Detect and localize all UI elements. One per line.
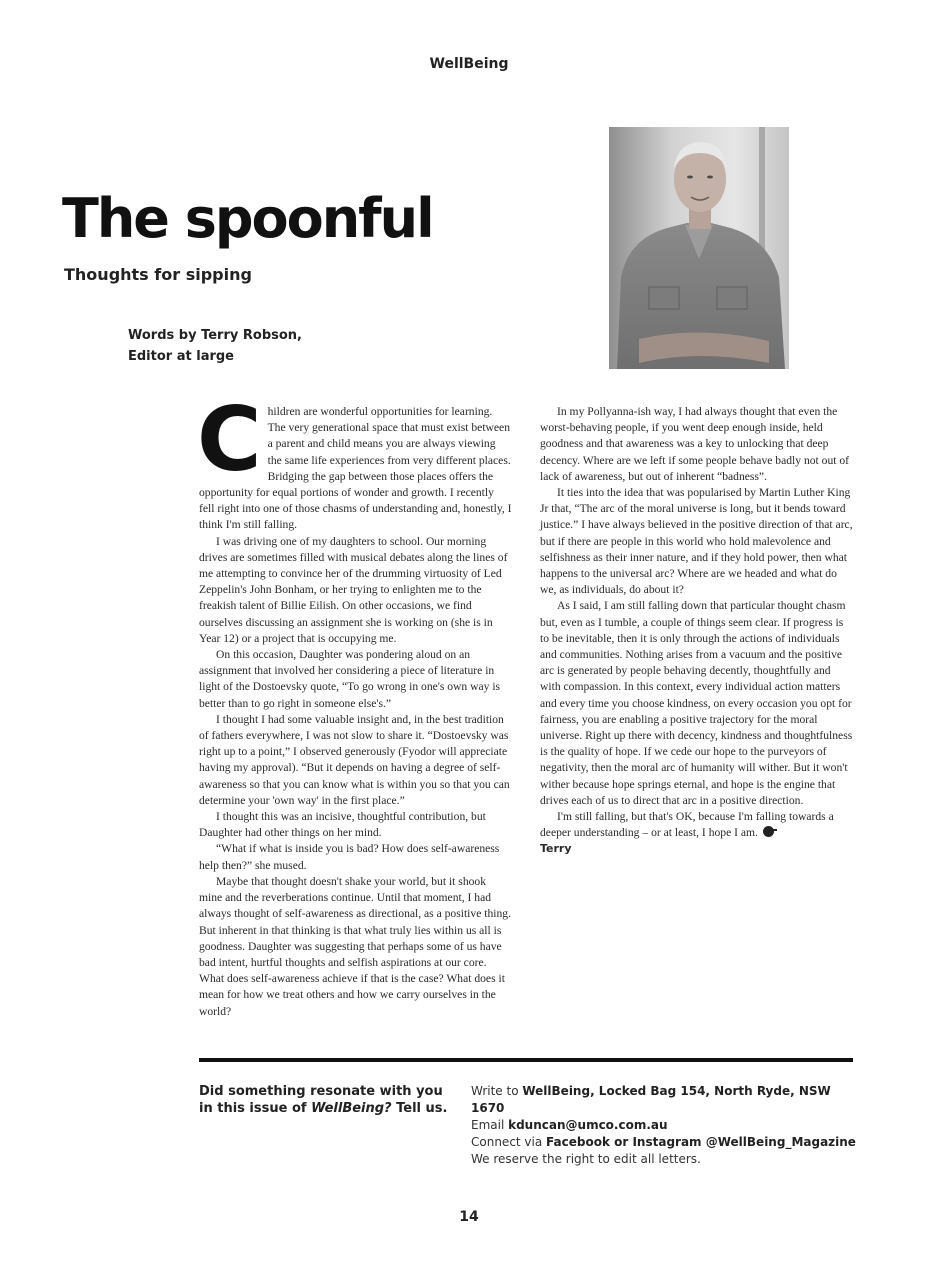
article-paragraph: It ties into the idea that was popularised by Martin Luther King Jr that, “The arc of the moral universe is long, but it bends toward justice.” I have always believed in the positive direction of that arc, but if there are people in this world who hold malevolence and selfishness as their inner nature, and if they hold power, then what happens to the universal arc? Where are we headed and what do we, as individuals, do about it? bbox=[540, 486, 853, 597]
byline-role: Editor at large bbox=[128, 349, 234, 364]
article-paragraph: On this occasion, Daughter was pondering aloud on an assignment that involved her considering a piece of literature in light of the Dostoevsky quote, “To go wrong in one's own way is better than to go right in someone else's.” bbox=[199, 648, 501, 710]
article-paragraph: I thought this was an incisive, thoughtful contribution, but Daughter had other things on her mind. bbox=[199, 810, 486, 840]
letters-contact-info bbox=[471, 1083, 861, 1168]
article-paragraph: I thought I had some valuable insight and, in the best tradition of fathers everywhere, I was not slow to share it. “Dostoevsky was right up to a point,” I observed generously (Fyodor will appreciate having my approval). “But it depends on having a degree of self-awareness so that you can know what is within you so that you can determine your 'own way' in the first place.” bbox=[199, 712, 510, 807]
signoff-icon bbox=[763, 826, 774, 837]
social-link[interactable]: Facebook or Instagram @WellBeing_Magazine bbox=[546, 1135, 856, 1149]
social-line: Connect via Facebook or Instagram @WellBeing_Magazine bbox=[471, 1135, 856, 1149]
magazine-name: WellBeing? bbox=[311, 1101, 392, 1116]
article-paragraph: As I said, I am still falling down that particular thought chasm but, even as I tumble, a couple of things seem clear. If progress is to be inevitable, then it is only through the actions of individuals and communities. Nothing arises from a vacuum and the positive arc is generated by people behaving decently, thoughtfully and with compassion. In this context, every individual action matters and every time you choose kindness, on every occasion you opt for fairness, you are enabling a positive trajectory for the moral universe. Right up there with decency, kindness and thoughtfulness is the quality of hope. If we cede our hope to the purveyors of negativity, then the moral arc of humanity will wither. But it won't wither because hope springs eternal, and hope is the engine that drives each of us to direct that arc in a positive direction. bbox=[540, 599, 853, 807]
article-paragraph: Children are wonderful opportunities for learning. The very generational space that must exist between a parent and child means you are always viewing the same life experiences from very different places. Bridging the gap between those places offers the opportunity for equal portions of wonder and growth. I recently fell right into one of those chasms of understanding and, honestly, I think I'm still falling. bbox=[197, 388, 512, 532]
email-line: Email kduncan@umco.com.au bbox=[471, 1118, 668, 1132]
letters-call-to-action: Did something resonate with you in this issue of WellBeing? Tell us. bbox=[199, 1084, 448, 1116]
byline bbox=[128, 325, 302, 367]
footer-divider bbox=[199, 1058, 853, 1062]
article-body bbox=[197, 388, 853, 1044]
magazine-header: WellBeing bbox=[429, 56, 509, 72]
article-paragraph: Maybe that thought doesn't shake your world, but it shook mine and the reverberations continue. Until that moment, I had always thought of self-awareness as directional, as a positive thing. But inherent in that thinking is that what truly lies within us all is goodness. Daughter was suggesting that perhaps some of us have bad intent, hurtful thoughts and selfish aspirations at our core. What does self-awareness achieve if that is the case? What does it mean for how we treat others and how we carry ourselves in the world? bbox=[199, 874, 511, 1018]
article-paragraph: In my Pollyanna-ish way, I had always thought that even the worst-behaving people, if you went deep enough inside, held goodness and that awareness was a key to unlocking that deep decency. Where are we left if some people behave badly not out of lack of awareness, but out of inherent “badness”. bbox=[540, 405, 850, 483]
postal-address-line: Write to WellBeing, Locked Bag 154, North Ryde, NSW 1670 bbox=[471, 1084, 831, 1115]
article-paragraph: “What if what is inside you is bad? How does self-awareness help then?” she mused. bbox=[199, 842, 500, 872]
page-number: 14 bbox=[459, 1209, 479, 1225]
page-title: The spoonful bbox=[62, 187, 433, 250]
author-signature: Terry bbox=[540, 842, 572, 856]
byline-author: Words by Terry Robson, bbox=[128, 328, 302, 343]
disclaimer: We reserve the right to edit all letters. bbox=[471, 1152, 701, 1166]
author-photo bbox=[609, 127, 789, 369]
article-paragraph: I was driving one of my daughters to school. Our morning drives are sometimes filled with musical debates along the lines of me attempting to convince her of the drumming virtuosity of Led Zeppelin's John Bonham, or her trying to enlighten me to the freakish talent of Billie Eilish. On other occasions, we find ourselves discussing an assignment she is working on (she is in Year 12) or a project that is occupying me. bbox=[199, 534, 508, 645]
article-paragraph: I'm still falling, but that's OK, because I'm falling towards a deeper understanding – or at least, I hope I am. bbox=[540, 810, 834, 840]
drop-cap: C bbox=[197, 388, 262, 491]
email-link[interactable]: kduncan@umco.com.au bbox=[508, 1118, 668, 1132]
page-subtitle: Thoughts for sipping bbox=[64, 265, 252, 284]
